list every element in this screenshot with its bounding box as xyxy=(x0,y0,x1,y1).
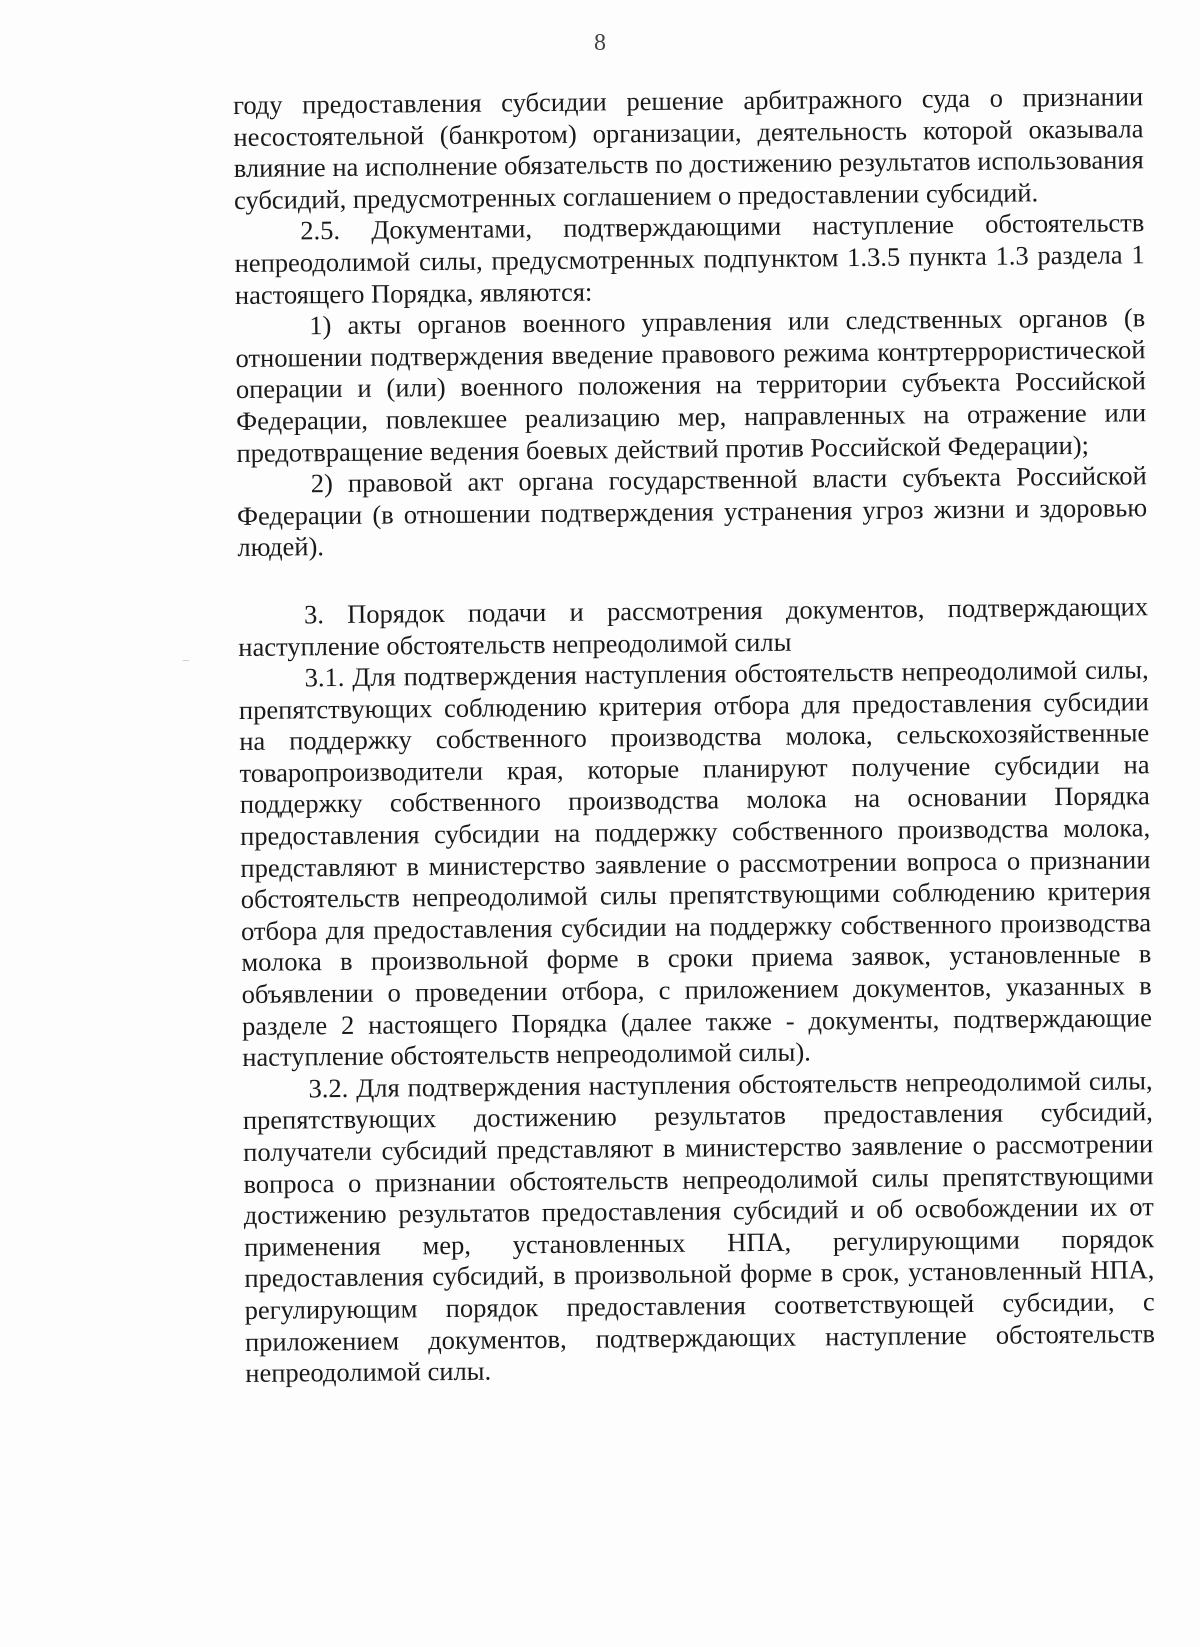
section-3-heading: 3. Порядок подачи и рассмотрения документов, подтверждающих наступление обстоятельств непреодолимой силы xyxy=(238,591,1149,662)
paragraph-continuation: году предоставления субсидии решение арбитражного суда о признании несостоятельной (банкротом) организации, деятельность которой оказывала влияние на исполнение обязательств по достижению результатов использования субсидий, предусмотренных соглашением о предоставлении субсидий. xyxy=(233,81,1144,215)
page-number: 8 xyxy=(594,30,606,56)
paragraph-3-2: 3.2. Для подтверждения наступления обстоятельств непреодолимой силы, препятствующих достижению результатов предоставления субсидий, получатели субсидий представляют в министерство заявление о рассмотрении вопроса о признании обстоятельств непреодолимой силы препятствующими достижению результатов предоставления субсидий и об освобождении их от применения мер, установленных НПА, регулирующими порядок предоставления субсидий, в произвольной форме в срок, установленный НПА, регулирующим порядок предоставления соответствующей субсидии, с приложением документов, подтверждающих наступление обстоятельств непреодолимой силы. xyxy=(242,1065,1156,1389)
list-item-2: 2) правовой акт органа государственной власти субъекта Российской Федерации (в отношении подтверждения устранения угроз жизни и здоровью людей). xyxy=(236,460,1148,563)
list-item-1: 1) акты органов военного управления или следственных органов (в отношении подтверждения введение правового режима контртеррористической операции и (или) военного положения на территории субъекта Российской Федерации, повлекшее реализацию мер, направленных на отражение или предотвращение ведения боевых действий против Российской Федерации); xyxy=(235,302,1147,468)
paragraph-3-1: 3.1. Для подтверждения наступления обстоятельств непреодолимой силы, препятствующих соблюдению критерия отбора для предоставления субсидии на поддержку собственного производства молока, сельскохозяйственные товаропроизводители края, которые планируют получение субсидии на поддержку собственного производства молока на основании Порядка предоставления субсидии на поддержку собственного производства молока, представляют в министерство заявление о рассмотрении вопроса о признании обстоятельств непреодолимой силы препятствующими соблюдению критерия отбора для предоставления субсидии на поддержку собственного производства молока в произвольной форме в сроки приема заявок, установленные в объявлении о проведении отбора, с приложением документов, указанных в разделе 2 настоящего Порядка (далее также - документы, подтверждающие наступление обстоятельств непреодолимой силы). xyxy=(238,654,1153,1073)
document-body xyxy=(233,81,1155,1389)
margin-mark xyxy=(183,660,189,661)
paragraph-2-5: 2.5. Документами, подтверждающими наступление обстоятельств непреодолимой силы, предусмотренных подпунктом 1.3.5 пункта 1.3 раздела 1 настоящего Порядка, являются: xyxy=(234,207,1145,310)
